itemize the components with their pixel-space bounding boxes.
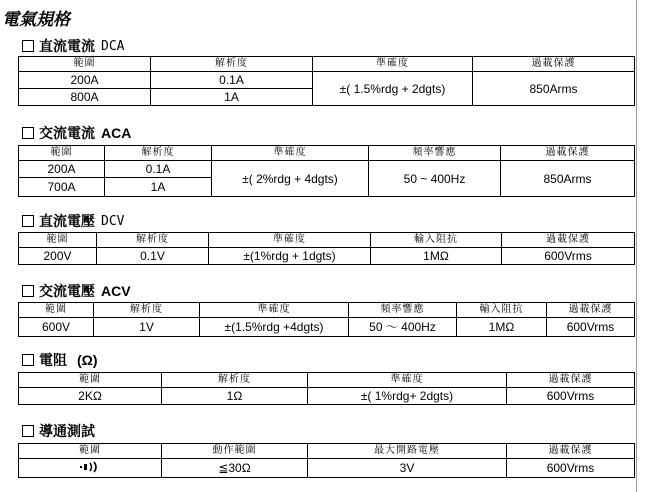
section-title-zh: 電阻 (39, 353, 67, 369)
cell-operating-range: ≦30Ω (162, 459, 308, 478)
header-resolution: 解析度 (105, 146, 212, 161)
table-row (19, 459, 635, 478)
section-title-en: ACA (101, 125, 132, 141)
cell-range: 2KΩ (19, 388, 162, 405)
cell-max-open-voltage: 3V (308, 459, 507, 478)
header-resolution: 解析度 (97, 233, 209, 248)
header-max-open-voltage: 最大開路電壓 (308, 444, 507, 459)
section-title-en: (Ω) (77, 352, 98, 368)
header-overload: 過載保護 (547, 303, 635, 318)
header-input-impedance: 輸入阻抗 (371, 233, 502, 248)
checkbox-icon (22, 127, 34, 139)
acv-table (18, 302, 635, 337)
cell-range: 200A (19, 161, 105, 178)
section-title-en: ACV (101, 283, 131, 299)
cell-range: 700A (19, 178, 105, 197)
table-header-row (19, 303, 635, 318)
section-title (22, 212, 124, 230)
header-overload: 過載保護 (501, 146, 635, 161)
section-title-zh: 交流電壓 (39, 284, 95, 300)
cell-accuracy: ±( 2%rdg + 4dgts) (212, 161, 369, 197)
section-title-zh: 直流電流 (39, 39, 95, 55)
cell-resolution: 0.1V (97, 248, 209, 265)
header-resolution: 解析度 (162, 373, 308, 388)
cell-resolution: 0.1A (151, 72, 313, 89)
section-title-zh: 直流電壓 (39, 214, 95, 230)
header-frequency: 頻率響應 (349, 303, 457, 318)
table-header-row (19, 444, 635, 459)
resistance-table (18, 372, 635, 405)
cell-resolution: 1A (105, 178, 212, 197)
cell-resolution: 1A (151, 89, 313, 106)
header-accuracy: 準確度 (308, 373, 507, 388)
header-accuracy: 準確度 (209, 233, 371, 248)
header-accuracy: 準確度 (313, 57, 473, 72)
header-range: 範圍 (19, 444, 162, 459)
cell-range: 600V (19, 318, 94, 337)
table-row (19, 388, 635, 405)
header-overload: 過載保護 (507, 444, 635, 459)
cell-range (19, 459, 162, 478)
header-accuracy: 準確度 (212, 146, 369, 161)
dcv-table (18, 232, 635, 265)
table-header-row (19, 233, 635, 248)
section-title (22, 37, 124, 55)
header-range: 範圍 (19, 233, 97, 248)
continuity-table (18, 443, 635, 478)
table-row (19, 72, 635, 89)
section-title-en: DCV (101, 213, 125, 229)
cell-input-impedance: 1MΩ (457, 318, 547, 337)
header-input-impedance: 輸入阻抗 (457, 303, 547, 318)
table-header-row (19, 373, 635, 388)
cell-frequency: 50 ~ 400Hz (369, 161, 501, 197)
header-range: 範圍 (19, 303, 94, 318)
header-overload: 過載保護 (507, 373, 635, 388)
checkbox-icon (22, 425, 34, 437)
section-title-zh: 導通測試 (39, 424, 95, 440)
cell-accuracy: ±( 1%rdg+ 2dgts) (308, 388, 507, 405)
header-range: 範圍 (19, 57, 151, 72)
cell-input-impedance: 1MΩ (371, 248, 502, 265)
cell-frequency: 50 ～ 400Hz (349, 318, 457, 337)
section-title (22, 422, 95, 440)
cell-overload: 850Arms (473, 72, 635, 106)
section-title (22, 351, 98, 369)
cell-resolution: 1Ω (162, 388, 308, 405)
cell-range: 200V (19, 248, 97, 265)
header-overload: 過載保護 (502, 233, 635, 248)
dca-table (18, 56, 635, 106)
cell-accuracy: ±(1.5%rdg +4dgts) (200, 318, 349, 337)
header-operating-range: 動作範圍 (162, 444, 308, 459)
cell-resolution: 1V (94, 318, 200, 337)
header-accuracy: 準確度 (200, 303, 349, 318)
section-title (22, 124, 131, 142)
cell-range: 800A (19, 89, 151, 106)
header-resolution: 解析度 (151, 57, 313, 72)
table-row (19, 318, 635, 337)
header-range: 範圍 (19, 146, 105, 161)
cell-range: 200A (19, 72, 151, 89)
cell-accuracy: ±(1%rdg + 1dgts) (209, 248, 371, 265)
header-frequency: 頻率響應 (369, 146, 501, 161)
checkbox-icon (22, 40, 34, 52)
table-header-row (19, 57, 635, 72)
cell-accuracy: ±( 1.5%rdg + 2dgts) (313, 72, 473, 106)
checkbox-icon (22, 215, 34, 227)
header-range: 範圍 (19, 373, 162, 388)
cell-overload: 850Arms (501, 161, 635, 197)
header-overload: 過載保護 (473, 57, 635, 72)
aca-table (18, 145, 635, 197)
table-header-row (19, 146, 635, 161)
cell-overload: 600Vrms (507, 388, 635, 405)
header-resolution: 解析度 (94, 303, 200, 318)
checkbox-icon (22, 354, 34, 366)
section-title-en: DCA (101, 38, 125, 54)
section-title (22, 282, 131, 300)
continuity-buzzer-icon (79, 461, 101, 473)
section-title-zh: 交流電流 (39, 126, 95, 142)
table-row (19, 161, 635, 178)
cell-overload: 600Vrms (507, 459, 635, 478)
cell-overload: 600Vrms (502, 248, 635, 265)
cell-overload: 600Vrms (547, 318, 635, 337)
cell-resolution: 0.1A (105, 161, 212, 178)
page-margin-line (636, 0, 637, 492)
checkbox-icon (22, 285, 34, 297)
page-title: 電氣規格 (2, 10, 70, 30)
table-row (19, 248, 635, 265)
